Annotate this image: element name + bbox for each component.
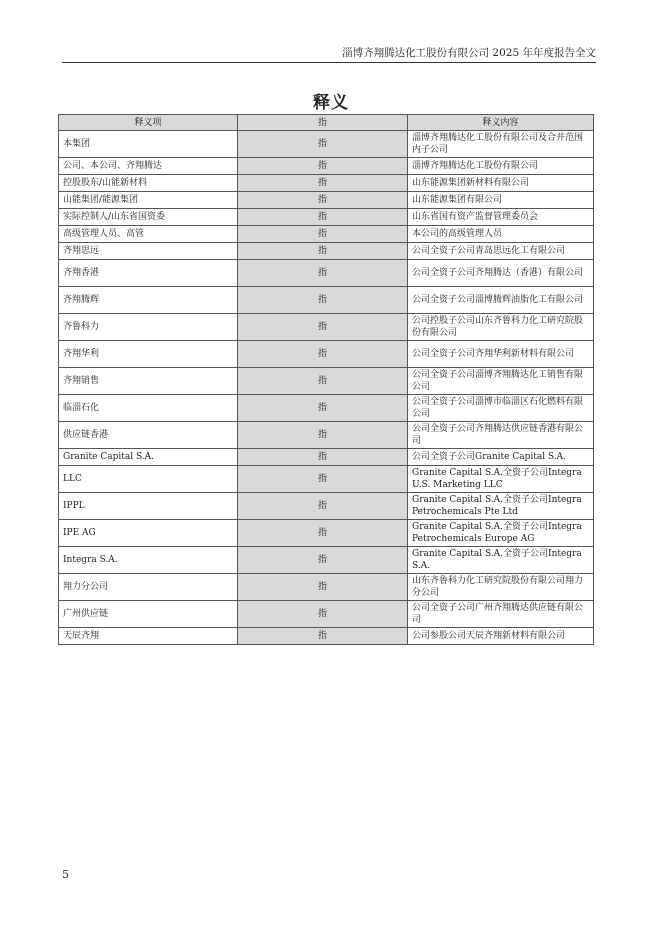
header-definition: 释义内容: [408, 115, 594, 131]
term-cell: 齐翔华利: [59, 341, 238, 368]
zhi-cell: 指: [238, 192, 408, 209]
zhi-cell: 指: [238, 158, 408, 175]
term-cell: 齐翔销售: [59, 368, 238, 395]
definition-cell: 公司全资子公司齐翔腾达供应链香港有限公司: [408, 422, 594, 449]
definition-cell: 公司控股子公司山东齐鲁科力化工研究院股份有限公司: [408, 314, 594, 341]
table-row: [59, 287, 594, 314]
table-row: [59, 395, 594, 422]
zhi-cell: 指: [238, 368, 408, 395]
page-title: 释义: [313, 93, 349, 113]
term-cell: 实际控制人/山东省国资委: [59, 209, 238, 226]
zhi-cell: 指: [238, 243, 408, 260]
table-row: [59, 520, 594, 547]
table-row: [59, 368, 594, 395]
table-header-row: [59, 115, 594, 131]
definition-cell: Granite Capital S.A.全资子公司Integra U.S. Marketing LLC: [408, 466, 594, 493]
table-row: [59, 314, 594, 341]
zhi-cell: 指: [238, 395, 408, 422]
term-cell: 公司、本公司、齐翔腾达: [59, 158, 238, 175]
zhi-cell: 指: [238, 314, 408, 341]
table-row: [59, 466, 594, 493]
definition-cell: Granite Capital S.A.全资子公司Integra Petrochemicals Europe AG: [408, 520, 594, 547]
term-cell: IPPL: [59, 493, 238, 520]
term-cell: 天辰齐翔: [59, 628, 238, 645]
term-cell: 齐翔腾辉: [59, 287, 238, 314]
term-cell: 高级管理人员、高管: [59, 226, 238, 243]
definition-cell: 公司全资子公司广州齐翔腾达供应链有限公司: [408, 601, 594, 628]
table-row: [59, 449, 594, 466]
definition-cell: Granite Capital S.A.全资子公司Integra S.A.: [408, 547, 594, 574]
table-row: [59, 209, 594, 226]
zhi-cell: 指: [238, 131, 408, 158]
term-cell: 本集团: [59, 131, 238, 158]
table-row: [59, 226, 594, 243]
term-cell: 齐鲁科力: [59, 314, 238, 341]
zhi-cell: 指: [238, 574, 408, 601]
definition-cell: 本公司的高级管理人员: [408, 226, 594, 243]
definition-cell: 山东齐鲁科力化工研究院股份有限公司翔力分公司: [408, 574, 594, 601]
definition-cell: 山东能源集团新材料有限公司: [408, 175, 594, 192]
table-row: [59, 547, 594, 574]
zhi-cell: 指: [238, 493, 408, 520]
zhi-cell: 指: [238, 226, 408, 243]
term-cell: Granite Capital S.A.: [59, 449, 238, 466]
table-row: [59, 493, 594, 520]
term-cell: 控股股东/山能新材料: [59, 175, 238, 192]
definition-cell: 公司全资子公司青岛思远化工有限公司: [408, 243, 594, 260]
zhi-cell: 指: [238, 466, 408, 493]
definition-cell: 公司全资子公司齐翔腾达（香港）有限公司: [408, 260, 594, 287]
term-cell: Integra S.A.: [59, 547, 238, 574]
definition-cell: 公司参股公司天辰齐翔新材料有限公司: [408, 628, 594, 645]
table-body: [59, 131, 594, 645]
definition-cell: Granite Capital S.A.全资子公司Integra Petrochemicals Pte Ltd: [408, 493, 594, 520]
definition-cell: 淄博齐翔腾达化工股份有限公司及合并范围内子公司: [408, 131, 594, 158]
term-cell: IPE AG: [59, 520, 238, 547]
term-cell: 临淄石化: [59, 395, 238, 422]
header-term: 释义项: [59, 115, 238, 131]
table-row: [59, 341, 594, 368]
table-row: [59, 422, 594, 449]
zhi-cell: 指: [238, 520, 408, 547]
term-cell: LLC: [59, 466, 238, 493]
zhi-cell: 指: [238, 628, 408, 645]
page-header: 淄博齐翔腾达化工股份有限公司 2025 年年度报告全文: [62, 38, 596, 63]
zhi-cell: 指: [238, 341, 408, 368]
zhi-cell: 指: [238, 260, 408, 287]
zhi-cell: 指: [238, 175, 408, 192]
definition-cell: 山东省国有资产监督管理委员会: [408, 209, 594, 226]
term-cell: 齐翔思远: [59, 243, 238, 260]
header-zhi: 指: [238, 115, 408, 131]
term-cell: 翔力分公司: [59, 574, 238, 601]
table-row: [59, 158, 594, 175]
zhi-cell: 指: [238, 287, 408, 314]
definition-cell: 山东能源集团有限公司: [408, 192, 594, 209]
term-cell: 山能集团/能源集团: [59, 192, 238, 209]
table-row: [59, 628, 594, 645]
table-row: [59, 243, 594, 260]
definition-cell: 公司全资子公司Granite Capital S.A.: [408, 449, 594, 466]
zhi-cell: 指: [238, 449, 408, 466]
definition-cell: 淄博齐翔腾达化工股份有限公司: [408, 158, 594, 175]
zhi-cell: 指: [238, 547, 408, 574]
table-row: [59, 601, 594, 628]
definition-cell: 公司全资子公司淄博市临淄区石化燃料有限公司: [408, 395, 594, 422]
table-row: [59, 175, 594, 192]
definition-cell: 公司全资子公司淄博齐翔腾达化工销售有限公司: [408, 368, 594, 395]
table-row: [59, 574, 594, 601]
table-row: [59, 131, 594, 158]
zhi-cell: 指: [238, 601, 408, 628]
term-cell: 齐翔香港: [59, 260, 238, 287]
definition-cell: 公司全资子公司齐翔华利新材料有限公司: [408, 341, 594, 368]
zhi-cell: 指: [238, 209, 408, 226]
definitions-table: [58, 114, 594, 645]
table-row: [59, 192, 594, 209]
term-cell: 供应链香港: [59, 422, 238, 449]
definition-cell: 公司全资子公司淄博腾辉油脂化工有限公司: [408, 287, 594, 314]
zhi-cell: 指: [238, 422, 408, 449]
page-number: 5: [62, 868, 69, 881]
term-cell: 广州供应链: [59, 601, 238, 628]
table-row: [59, 260, 594, 287]
